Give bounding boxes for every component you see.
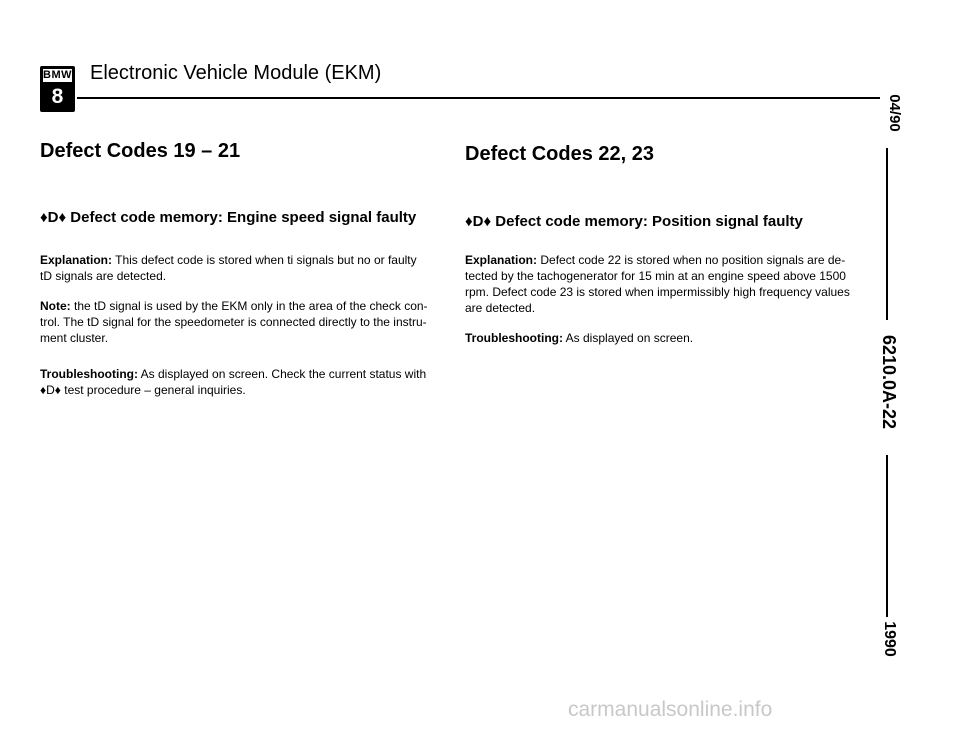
sidebar-divider-1 bbox=[886, 148, 888, 320]
sidebar-year: 1990 bbox=[881, 621, 898, 657]
note-line-1: the tD signal is used by the EKM only in the area of the check con- bbox=[70, 299, 428, 313]
explanation-line-4: are detected. bbox=[465, 301, 536, 315]
right-troubleshooting bbox=[465, 330, 865, 346]
troubleshooting-text: As displayed on screen. bbox=[563, 331, 694, 345]
right-explanation bbox=[465, 252, 865, 316]
sidebar-date: 04/90 bbox=[886, 94, 903, 132]
left-section-title: Defect Codes 19 – 21 bbox=[40, 140, 241, 162]
right-section-title: Defect Codes 22, 23 bbox=[465, 143, 654, 165]
logo-number: 8 bbox=[51, 85, 64, 108]
explanation-line-3: rpm. Defect code 23 is stored when impermissibly high frequency values bbox=[465, 285, 850, 299]
explanation-label: Explanation: bbox=[465, 253, 538, 267]
note-line-2: trol. The tD signal for the speedometer is connected directly to the instru- bbox=[40, 315, 427, 329]
watermark-text: carmanualsonline.info bbox=[568, 698, 773, 721]
bmw-logo bbox=[40, 66, 75, 112]
left-explanation bbox=[40, 252, 430, 284]
explanation-line-2: tected by the tachogenerator for 15 min at an engine speed above 1500 bbox=[465, 269, 846, 283]
sidebar-divider-2 bbox=[886, 455, 888, 617]
logo-brand: BMW bbox=[43, 69, 72, 81]
explanation-line-1: This defect code is stored when ti signals but no or faulty bbox=[112, 253, 417, 267]
left-note bbox=[40, 298, 440, 346]
troubleshooting-label: Troubleshooting: bbox=[465, 331, 563, 345]
header-divider bbox=[77, 97, 880, 99]
troubleshooting-line-1: As displayed on screen. Check the current status with bbox=[138, 367, 427, 381]
explanation-line-1: Defect code 22 is stored when no position signals are de- bbox=[537, 253, 846, 267]
troubleshooting-line-2: ♦D♦ test procedure – general inquiries. bbox=[40, 383, 246, 397]
left-troubleshooting bbox=[40, 366, 440, 398]
note-label: Note: bbox=[40, 299, 71, 313]
left-subheading: ♦D♦ Defect code memory: Engine speed signal faulty bbox=[40, 209, 417, 226]
right-subheading: ♦D♦ Defect code memory: Position signal faulty bbox=[465, 213, 803, 230]
explanation-line-2: tD signals are detected. bbox=[40, 269, 167, 283]
note-line-3: ment cluster. bbox=[40, 331, 109, 345]
sidebar-doc-number: 6210.0A-22 bbox=[879, 334, 899, 430]
page-header-title: Electronic Vehicle Module (EKM) bbox=[90, 62, 382, 84]
troubleshooting-label: Troubleshooting: bbox=[40, 367, 138, 381]
explanation-label: Explanation: bbox=[40, 253, 113, 267]
